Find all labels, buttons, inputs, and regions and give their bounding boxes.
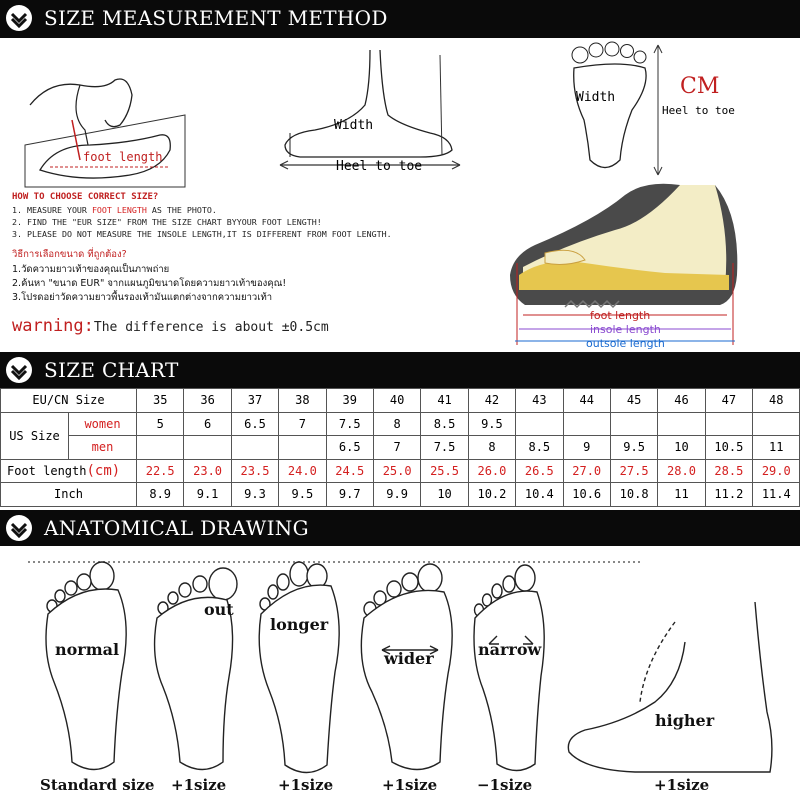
men-size-row	[1, 436, 800, 460]
size-adjust-longer: +1size	[278, 776, 334, 794]
table-cell: 9.5	[468, 412, 515, 436]
size-adjust-higher: +1size	[654, 776, 710, 794]
table-cell: 25.0	[373, 459, 420, 483]
table-cell	[705, 412, 752, 436]
width-label: Width	[334, 118, 374, 133]
table-cell: 27.5	[610, 459, 657, 483]
foot-length-row-label: Foot length(cm)	[1, 459, 137, 483]
table-cell: 24.5	[326, 459, 373, 483]
table-cell: 22.5	[137, 459, 184, 483]
size-adjust-wider: +1size	[382, 776, 438, 794]
table-cell: 45	[610, 389, 657, 413]
thai-step-2: 2.ค้นหา "ขนาด EUR" จากแผนภูมิขนาดโดยความยาวเท้าของคุณ!	[12, 278, 287, 289]
table-cell: 11.2	[705, 483, 752, 507]
shoe-insole-length-label: insole length	[590, 323, 661, 336]
section-title: ANATOMICAL DRAWING	[44, 516, 309, 540]
table-cell: 26.5	[516, 459, 563, 483]
women-size-row	[1, 412, 800, 436]
foot-label-out: out	[204, 600, 234, 619]
table-cell: 6.5	[326, 436, 373, 460]
section-header-size-chart	[0, 352, 800, 388]
table-cell: 38	[279, 389, 326, 413]
table-cell: 43	[516, 389, 563, 413]
table-cell: 23.5	[231, 459, 278, 483]
table-cell: 28.5	[705, 459, 752, 483]
foot-label-longer: longer	[270, 615, 329, 634]
table-cell: 10.2	[468, 483, 515, 507]
warning-text: The difference is about ±0.5cm	[93, 320, 329, 335]
section-title: SIZE MEASUREMENT METHOD	[44, 6, 388, 30]
table-cell	[658, 412, 705, 436]
sole-width-label: Width	[576, 90, 616, 105]
eu-size-label: EU/CN Size	[1, 389, 137, 413]
table-cell: 36	[184, 389, 231, 413]
table-cell: 37	[231, 389, 278, 413]
table-cell: 8	[468, 436, 515, 460]
section-header-anatomical	[0, 510, 800, 546]
table-cell	[231, 436, 278, 460]
size-adjust-standard: Standard size	[40, 776, 155, 794]
table-cell: 27.0	[563, 459, 610, 483]
table-cell: 8	[373, 412, 420, 436]
table-cell: 35	[137, 389, 184, 413]
table-cell: 23.0	[184, 459, 231, 483]
table-cell: 40	[373, 389, 420, 413]
table-cell	[563, 412, 610, 436]
hand-measuring-illustration	[10, 75, 200, 190]
foot-label-wider: wider	[384, 649, 434, 668]
table-cell: 46	[658, 389, 705, 413]
section-title: SIZE CHART	[44, 358, 179, 382]
size-adjust-out: +1size	[171, 776, 227, 794]
chevron-down-icon	[6, 5, 32, 31]
table-cell: 26.0	[468, 459, 515, 483]
table-cell: 42	[468, 389, 515, 413]
inch-row	[1, 483, 800, 507]
table-cell: 9	[563, 436, 610, 460]
table-cell: 10.6	[563, 483, 610, 507]
table-cell: 10.5	[705, 436, 752, 460]
foot-length-row	[1, 459, 800, 483]
table-cell: 9.3	[231, 483, 278, 507]
table-cell	[184, 436, 231, 460]
shoe-outsole-length-label: outsole length	[586, 337, 665, 350]
table-cell: 9.5	[610, 436, 657, 460]
table-cell: 8.9	[137, 483, 184, 507]
chevron-down-icon	[6, 357, 32, 383]
table-cell: 11.4	[753, 483, 800, 507]
table-cell: 25.5	[421, 459, 468, 483]
table-cell: 5	[137, 412, 184, 436]
table-cell: 9.7	[326, 483, 373, 507]
table-cell: 6	[184, 412, 231, 436]
table-cell: 29.0	[753, 459, 800, 483]
eu-size-row	[1, 389, 800, 413]
table-cell: 7.5	[326, 412, 373, 436]
table-cell: 7	[279, 412, 326, 436]
table-cell: 41	[421, 389, 468, 413]
table-cell: 39	[326, 389, 373, 413]
table-cell: 10	[421, 483, 468, 507]
chevron-down-icon	[6, 515, 32, 541]
thai-step-3: 3.โปรดอย่าวัดความยาวพื้นรองเท้ามันแตกต่างจากความยาวเท้า	[12, 292, 273, 303]
heel-to-toe-label: Heel to toe	[336, 159, 423, 174]
warning-line	[12, 316, 329, 336]
how-to-title: HOW TO CHOOSE CORRECT SIZE?	[12, 192, 159, 202]
sole-heel-to-toe-label: Heel to toe	[662, 104, 735, 117]
inch-label: Inch	[1, 483, 137, 507]
thai-step-1: 1.วัดความยาวเท้าของคุณเป็นภาพถ่าย	[12, 264, 170, 275]
table-cell: 47	[705, 389, 752, 413]
table-cell	[137, 436, 184, 460]
table-cell: 8.5	[421, 412, 468, 436]
table-cell	[610, 412, 657, 436]
table-cell: 6.5	[231, 412, 278, 436]
table-cell: 10.4	[516, 483, 563, 507]
table-cell: 28.0	[658, 459, 705, 483]
table-cell	[516, 412, 563, 436]
step-3: 3. PLEASE DO NOT MEASURE THE INSOLE LENGTH,IT IS DIFFERENT FROM FOOT LENGTH.	[12, 229, 392, 239]
table-cell: 9.5	[279, 483, 326, 507]
table-cell: 8.5	[516, 436, 563, 460]
step-1: 1. MEASURE YOUR FOOT LENGTH AS THE PHOTO.	[12, 205, 217, 215]
table-cell: 9.1	[184, 483, 231, 507]
step-2: 2. FIND THE "EUR SIZE" FROM THE SIZE CHART BYYOUR FOOT LENGTH!	[12, 217, 322, 227]
shoe-foot-length-label: foot length	[590, 309, 651, 322]
table-cell: 9.9	[373, 483, 420, 507]
table-cell	[753, 412, 800, 436]
table-cell: 11	[658, 483, 705, 507]
table-cell: 7.5	[421, 436, 468, 460]
us-size-label: US Size	[1, 412, 69, 459]
size-adjust-narrow: −1size	[477, 776, 533, 794]
cm-label: CM	[680, 74, 720, 99]
section-header-measurement	[0, 0, 800, 38]
table-cell: 11	[753, 436, 800, 460]
table-cell: 7	[373, 436, 420, 460]
table-cell: 10	[658, 436, 705, 460]
thai-title: วิธีการเลือกขนาด ที่ถูกต้อง?	[12, 249, 127, 260]
size-chart-table	[0, 388, 800, 507]
foot-length-label: foot length	[83, 150, 163, 164]
table-cell: 48	[753, 389, 800, 413]
foot-label-narrow: narrow	[478, 640, 542, 659]
sole-outline-illustration	[560, 40, 670, 180]
table-cell	[279, 436, 326, 460]
foot-label-normal: normal	[55, 640, 120, 659]
foot-label-higher: higher	[655, 711, 715, 730]
women-label: women	[69, 412, 137, 436]
table-cell: 44	[563, 389, 610, 413]
warning-label: warning:	[12, 316, 94, 336]
men-label: men	[69, 436, 137, 460]
table-cell: 24.0	[279, 459, 326, 483]
table-cell: 10.8	[610, 483, 657, 507]
